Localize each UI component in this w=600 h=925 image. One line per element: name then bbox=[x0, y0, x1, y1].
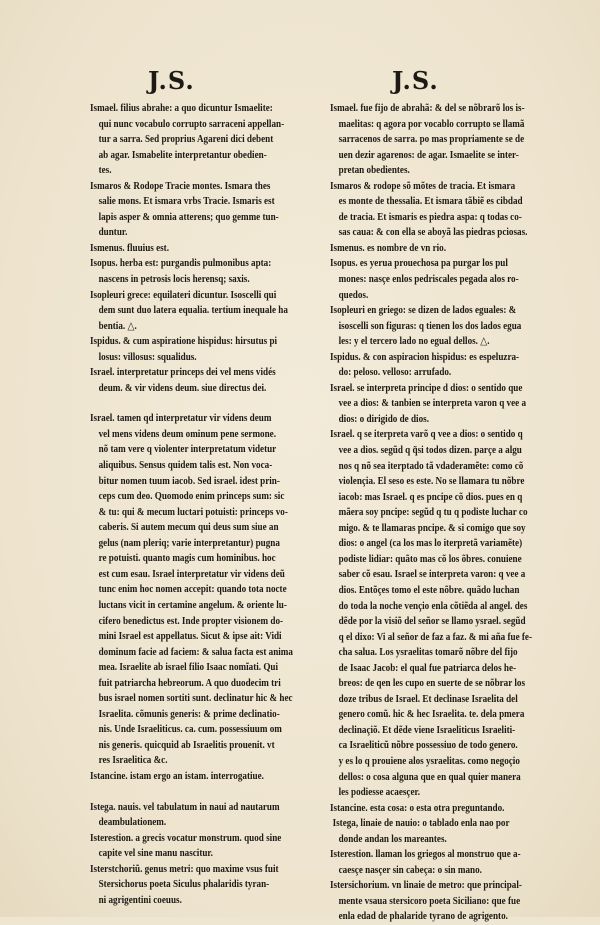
entry-line: saber cõ esau. Israel se interpreta varon: q vee a bbox=[338, 569, 526, 581]
entry-line: nõ tam vere q violenter interpretatum videtur bbox=[98, 444, 277, 456]
entry-line: Isopus. es yerua prouechosa pa purgar los pul bbox=[330, 258, 508, 270]
entry-line: enla edad de phalaride tyrano de agrigento. bbox=[338, 911, 508, 923]
entry-line: luctans vicit in certamine angelum. & oriente lu- bbox=[98, 599, 287, 611]
entry-line: uen dezir agarenos: de agar. Ismaelite se inter- bbox=[338, 149, 519, 161]
dictionary-entry bbox=[90, 256, 335, 287]
dictionary-entry bbox=[90, 862, 335, 909]
entry-line: deambulationem. bbox=[98, 817, 167, 829]
entry-line: do: peloso. velloso: arrufado. bbox=[338, 367, 452, 379]
entry-line: salie mons. Et ismara vrbs Tracie. Ismaris est bbox=[98, 196, 275, 208]
dictionary-entry bbox=[90, 831, 335, 862]
entry-line: de tracia. Et ismaris es piedra aspa: q todas co- bbox=[338, 211, 522, 223]
entry-line: capite vel sine manu nascitur. bbox=[98, 848, 213, 860]
entry-line: bus israel nomen sortiti sunt. declinatur hic & hec bbox=[98, 693, 293, 705]
entry-line: maelitas: q agora por vocablo corrupto se llamã bbox=[338, 118, 525, 130]
entry-line: pretan obedientes. bbox=[338, 165, 410, 177]
entry-line: losus: villosus: squalidus. bbox=[98, 351, 197, 363]
entry-line: isoscelli son figuras: q tienen los dos lados egua bbox=[338, 320, 522, 332]
dictionary-entry bbox=[90, 411, 335, 769]
entry-line: podiste lidiar: quãto mas cõ los õbres. conuiene bbox=[338, 553, 522, 565]
latin-column bbox=[90, 101, 335, 908]
dictionary-entry bbox=[330, 241, 580, 257]
entry-line: mea. Israelite ab israel filio Isaac nomĩati. Qui bbox=[98, 662, 279, 674]
entry-line: tur a sarra. Sed proprius Agareni dici debent bbox=[98, 134, 274, 146]
entry-line: quedos. bbox=[338, 289, 369, 301]
entry-line: cha salua. Los ysraelitas tomarõ nõbre del fijo bbox=[338, 647, 518, 659]
entry-line: & tu: qui & mecum luctari potuisti: princeps vo- bbox=[98, 506, 288, 518]
dictionary-entry bbox=[90, 800, 335, 831]
entry-line: lapis asper & omnia atterens; quo gemme tun- bbox=[98, 211, 279, 223]
entry-line: sarracenos de sarra. po mas propriamente se de bbox=[338, 134, 525, 146]
entry-line: nascens in petrosis locis herensq; saxis. bbox=[98, 274, 250, 286]
entry-line: do toda la noche vençio enla cõtiẽda al angel. des bbox=[338, 600, 528, 612]
entry-line: nos q nõ sea iterptado tã vdaderamẽte: como cõ bbox=[338, 460, 524, 472]
entry-line: y es lo q prouiene alos ysraelitas. como negoçio bbox=[338, 755, 520, 767]
entry-line: dẽde por la visiõ del señor se llamo ysrael. segũd bbox=[338, 616, 526, 628]
entry-line: Istersichorium. vn linaie de metro: que principal- bbox=[330, 880, 522, 892]
entry-line: mini Israel est appellatus. Sicut & ipse ait: Vidi bbox=[98, 631, 282, 643]
entry-line: ab agar. Ismabelite interpretantur obedien- bbox=[98, 149, 267, 161]
dictionary-entry bbox=[330, 801, 580, 817]
entry-line: dios: o dirigido de dios. bbox=[338, 413, 429, 425]
entry-line: est cum esau. Israel interpretatur vir videns deũ bbox=[98, 568, 285, 580]
spanish-column bbox=[330, 101, 580, 925]
entry-line: bentia. △. bbox=[98, 320, 137, 332]
entry-line: dem sunt duo latera equalia. tertium inequale ha bbox=[98, 305, 288, 317]
entry-line: Istega. nauis. vel tabulatum in naui ad nautarum bbox=[90, 801, 280, 813]
entry-line: es monte de thessalia. Et ismara tãbiẽ es cibdad bbox=[338, 196, 523, 208]
entry-line: Isopleuri grece: equilateri dicuntur. Isoscelli qui bbox=[90, 289, 277, 301]
entry-line: Ispidus. & con aspiracion hispidus: es espeluzra- bbox=[330, 351, 520, 363]
entry-line: Israel. tamen qd interpretatur vir videns deum bbox=[90, 413, 272, 425]
entry-line: donde andan los mareantes. bbox=[338, 833, 447, 845]
entry-line: Ismaros & Rodope Tracie montes. Ismara thes bbox=[90, 180, 271, 192]
entry-line: ceps cum deo. Quomodo enim princeps sum: sic bbox=[98, 491, 285, 503]
entry-line: Isopus. herba est: purgandis pulmonibus apta: bbox=[90, 258, 272, 270]
entry-line: nis generis. quicquid ab Israelitis prouenit. vt bbox=[98, 739, 275, 751]
dictionary-entry bbox=[90, 365, 335, 396]
entry-line: re potuisti. quanto magis cum hominibus. hoc bbox=[98, 553, 276, 565]
entry-line: les: y el tercero lado no egual dellos. △. bbox=[338, 336, 490, 348]
entry-line: q el dixo: Vi al señor de faz a faz. & mi aña fue fe- bbox=[338, 631, 533, 643]
dictionary-entry bbox=[330, 427, 580, 800]
entry-line: doze tribus de Israel. Et declinase Israelita del bbox=[338, 693, 518, 705]
entry-line: nis. Unde Israeliticus. ca. cum. possessiuum om bbox=[98, 724, 282, 736]
entry-line: vel mens videns deum ominum pene sermone. bbox=[98, 428, 277, 440]
entry-line: caberis. Si autem mecum qui deus sum siue an bbox=[98, 522, 279, 534]
dictionary-entry bbox=[330, 350, 580, 381]
entry-line: iacob: mas Israel. q es pncipe cõ dios. pues en q bbox=[338, 491, 523, 503]
dictionary-entry bbox=[330, 101, 580, 179]
dictionary-entry bbox=[330, 878, 580, 925]
entry-line: de Isaac Jacob: el qual fue patriarca delos he- bbox=[338, 662, 517, 674]
entry-line: deum. & vir videns deum. siue directus dei. bbox=[98, 382, 267, 394]
dictionary-entry bbox=[90, 101, 335, 179]
dictionary-entry bbox=[330, 303, 580, 350]
right-running-head: J.S. bbox=[392, 66, 439, 95]
dictionary-entry bbox=[90, 179, 335, 241]
entry-line: mente vsaua stersicoro poeta Siciliano: que fue bbox=[338, 895, 521, 907]
entry-line: Isopleuri en griego: se dizen de lados eguales: & bbox=[330, 305, 517, 317]
entry-line: caesçe nasçer sin cabeça: o sin mano. bbox=[338, 864, 482, 876]
entry-line: Isterestion. a grecis vocatur monstrum. quod sine bbox=[90, 832, 282, 844]
entry-line: migo. & te llamaras pncipe. & si comigo que soy bbox=[338, 522, 526, 534]
entry-line: violençia. El seso es este. No se llamara tu nõbre bbox=[338, 476, 525, 488]
dictionary-entry bbox=[90, 769, 335, 785]
entry-line: Ismael. filius abrahe: a quo dicuntur Ismaelite: bbox=[90, 103, 273, 114]
entry-line: ni agrigentini coeuus. bbox=[98, 894, 182, 906]
entry-line: Ismenus. fluuius est. bbox=[90, 242, 169, 254]
dictionary-entry bbox=[90, 241, 335, 257]
entry-line: qui nunc vocabulo corrupto sarraceni appellan- bbox=[98, 118, 285, 130]
entry-line: cifero benedictus est. Inde propter visionem do- bbox=[98, 615, 284, 627]
entry-line: tes. bbox=[98, 165, 112, 177]
entry-line: vee a dios. segũd q q̃si todos dizen. parçe a algu bbox=[338, 445, 522, 457]
entry-line: Israel. q se iterpreta varõ q vee a dios: o sentido q bbox=[330, 429, 523, 441]
entry-line: Ismaros & rodope sõ mõtes de tracia. Et ismara bbox=[330, 180, 516, 192]
entry-line: Israel. se interpreta principe d dios: o sentido que bbox=[330, 382, 523, 394]
dictionary-entry bbox=[330, 381, 580, 428]
entry-line: aliquibus. Sensus quidem talis est. Non voca- bbox=[98, 460, 273, 472]
dictionary-entry bbox=[90, 288, 335, 335]
entry-line: dios: o angel (ca los mas lo iterpretã variamẽte) bbox=[338, 538, 523, 550]
entry-line: Ismael. fue fijo de abrahã: & del se nõbrarõ los is- bbox=[330, 103, 525, 114]
dictionary-entry bbox=[330, 816, 580, 847]
entry-line: declinaçiõ. Et dẽde viene Israeliticus Israeliti- bbox=[338, 724, 516, 736]
entry-line: dominum facie ad faciem: & salua facta est anima bbox=[98, 646, 293, 658]
dictionary-entry bbox=[90, 334, 335, 365]
entry-line: Istancine. istam ergo an istam. interrogatiue. bbox=[90, 770, 264, 782]
entry-line: genero comũ. hic & hec Israelita. te. dela pmera bbox=[338, 709, 525, 721]
entry-line: Isterestion. llaman los griegos al monstruo que a- bbox=[330, 849, 521, 861]
dictionary-entry bbox=[330, 179, 580, 241]
entry-line: Israel. interpretatur princeps dei vel mens vidés bbox=[90, 367, 276, 379]
entry-line: Isterstchoriũ. genus metri: quo maxime vsus fuit bbox=[90, 863, 279, 875]
entry-line: fuit patriarcha hebreorum. A quo duodecim tri bbox=[98, 677, 281, 689]
entry-line: dios. Entõçes tomo el este nõbre. quãdo luchan bbox=[338, 584, 520, 596]
entry-line: les podiesse acaesçer. bbox=[338, 787, 420, 799]
entry-line: mãera soy pncipe: segũd q tu q podiste luchar co bbox=[338, 507, 528, 519]
entry-line: mones: nasçe enlos pedriscales pegada alos ro- bbox=[338, 274, 519, 286]
entry-line: ca Israeliticũ nõbre possessiuo de todo genero. bbox=[338, 740, 518, 752]
entry-line: dellos: o cosa alguna que en qual quier manera bbox=[338, 771, 521, 783]
entry-line: sas caua: & con ella se aboyã las piedras pciosas. bbox=[338, 227, 528, 239]
dictionary-entry bbox=[330, 256, 580, 303]
entry-line: bitur nomen tuum iacob. Sed israel. idest prin- bbox=[98, 475, 280, 487]
entry-line: Istancine. esta cosa: o esta otra preguntando. bbox=[330, 802, 505, 814]
entry-line: Istega, linaie de nauio: o tablado enla nao por bbox=[332, 818, 510, 830]
left-running-head: J.S. bbox=[148, 66, 195, 95]
entry-line: gelus (nam pleriq; varie interpretantur) pugna bbox=[98, 537, 280, 549]
entry-line: res Israelitica &c. bbox=[98, 755, 168, 767]
entry-line: breos: de qen les cupo en suerte de se nõbrar los bbox=[338, 678, 526, 690]
entry-line: tunc enim hoc nomen accepit: quando tota nocte bbox=[98, 584, 287, 596]
entry-line: vee a dios: & tanbien se interpreta varon q vee a bbox=[338, 398, 527, 410]
dictionary-entry bbox=[330, 847, 580, 878]
entry-line: Israelita. cõmunis generis: & prime declinatio- bbox=[98, 708, 280, 720]
entry-line: Ispidus. & cum aspiratione hispidus: hirsutus pi bbox=[90, 336, 278, 348]
entry-line: duntur. bbox=[98, 227, 128, 239]
entry-line: Ismenus. es nombre de vn rio. bbox=[330, 242, 447, 254]
entry-line: Stersichorus poeta Siculus phalaridis tyran- bbox=[98, 879, 270, 891]
